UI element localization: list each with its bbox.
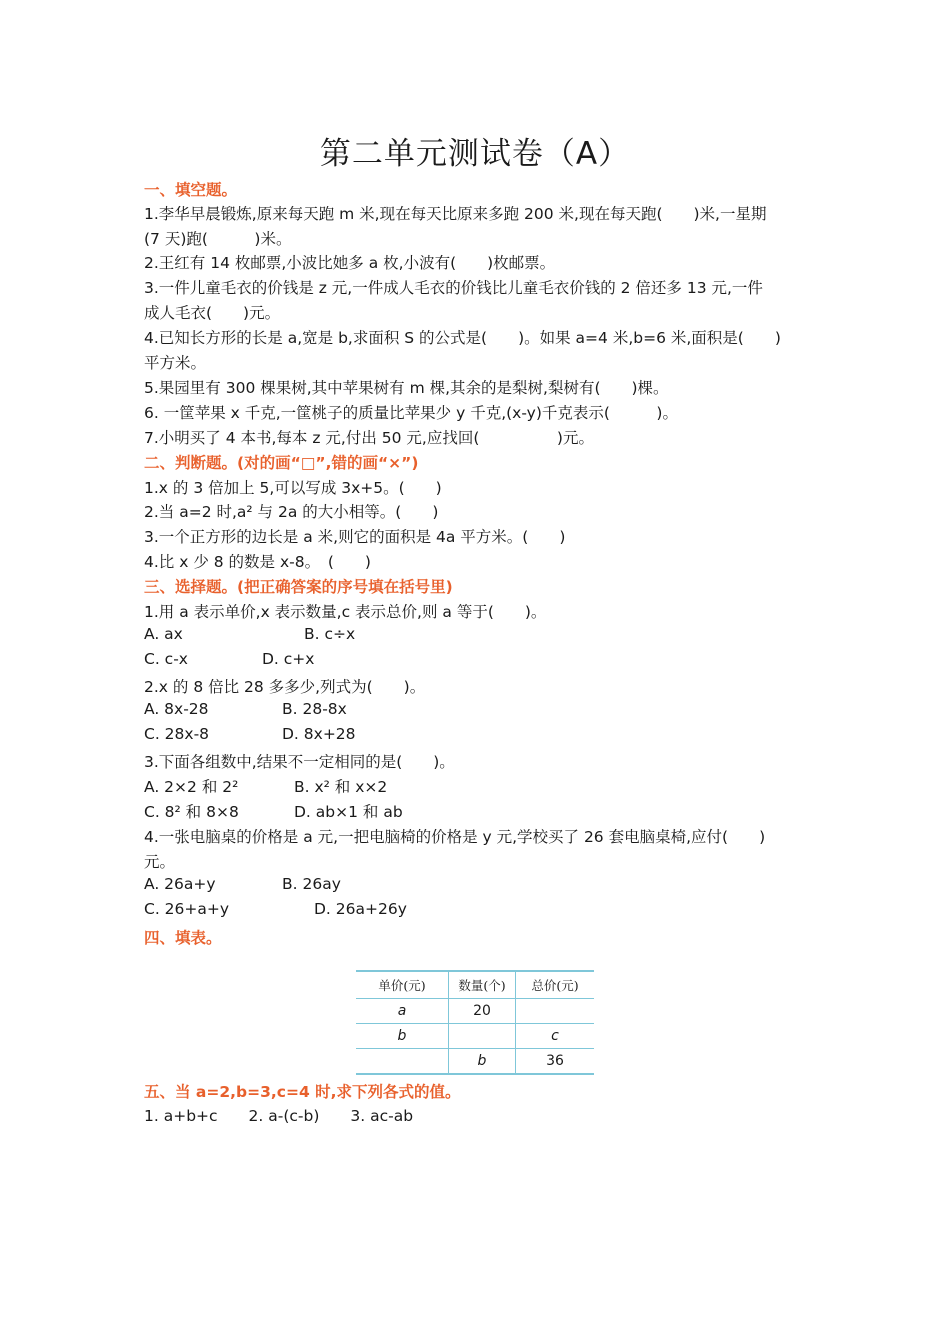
table-header-cell: 单价(元)	[356, 971, 449, 999]
page-title: 第二单元测试卷（A）	[319, 136, 631, 172]
table-header-cell: 总价(元)	[516, 971, 595, 999]
section-heading-fill-table: 四、填表。	[144, 929, 222, 947]
table-header-row	[356, 971, 594, 999]
option-3-1-b: B. c÷x	[304, 625, 356, 643]
option-3-2-b: B. 28-8x	[282, 700, 347, 718]
table-cell: c	[516, 1024, 595, 1049]
section-heading-choice: 三、选择题。(把正确答案的序号填在括号里)	[144, 578, 453, 596]
option-3-3-c: C. 8² 和 8×8	[144, 803, 239, 821]
option-3-2-a: A. 8x-28	[144, 700, 209, 718]
question-2-1: 1.x 的 3 倍加上 5,可以写成 3x+5。( )	[144, 479, 442, 497]
question-1-3-cont: 成人毛衣( )元。	[144, 304, 281, 322]
table-cell: b	[356, 1024, 449, 1049]
table-cell	[516, 999, 595, 1024]
option-3-1-a: A. ax	[144, 625, 183, 643]
option-3-4-b: B. 26ay	[282, 875, 341, 893]
question-1-1: 1.李华早晨锻炼,原来每天跑 m 米,现在每天比原来多跑 200 米,现在每天跑( )米,一星期	[144, 205, 767, 223]
table-row	[356, 1049, 594, 1075]
question-1-3: 3.一件儿童毛衣的价钱是 z 元,一件成人毛衣的价钱比儿童毛衣价钱的 2 倍还多 13 元,一件	[144, 279, 763, 297]
question-3-4: 4.一张电脑桌的价格是 a 元,一把电脑椅的价格是 y 元,学校买了 26 套电脑桌椅,应付( )	[144, 828, 766, 846]
option-3-3-d: D. ab×1 和 ab	[294, 803, 403, 821]
table-cell: 20	[449, 999, 516, 1024]
option-3-1-d: D. c+x	[262, 650, 315, 668]
option-3-2-c: C. 28x-8	[144, 725, 210, 743]
table-cell: 36	[516, 1049, 595, 1075]
option-3-1-c: C. c-x	[144, 650, 188, 668]
table-cell	[449, 1024, 516, 1049]
option-3-4-c: C. 26+a+y	[144, 900, 230, 918]
question-1-2: 2.王红有 14 枚邮票,小波比她多 a 枚,小波有( )枚邮票。	[144, 254, 556, 272]
question-2-4: 4.比 x 少 8 的数是 x-8。 ( )	[144, 553, 371, 571]
price-table	[356, 970, 594, 1075]
question-1-4-cont: 平方米。	[144, 354, 207, 372]
evaluate-items: 1. a+b+c 2. a-(c-b) 3. ac-ab	[144, 1107, 414, 1125]
question-3-2: 2.x 的 8 倍比 28 多多少,列式为( )。	[144, 678, 426, 696]
question-1-4: 4.已知长方形的长是 a,宽是 b,求面积 S 的公式是( )。如果 a=4 米,b=6 米,面积是( )	[144, 329, 781, 347]
section-heading-fill-blank: 一、填空题。	[144, 181, 238, 199]
option-3-3-a: A. 2×2 和 2²	[144, 778, 239, 796]
question-1-5: 5.果园里有 300 棵果树,其中苹果树有 m 棵,其余的是梨树,梨树有( )棵。	[144, 379, 669, 397]
option-3-4-d: D. 26a+26y	[314, 900, 407, 918]
table-cell: a	[356, 999, 449, 1024]
question-1-1-cont: (7 天)跑( )米。	[144, 230, 292, 248]
section-heading-evaluate: 五、当 a=2,b=3,c=4 时,求下列各式的值。	[144, 1083, 461, 1101]
question-2-2: 2.当 a=2 时,a² 与 2a 的大小相等。( )	[144, 503, 439, 521]
question-3-3: 3.下面各组数中,结果不一定相同的是( )。	[144, 753, 455, 771]
table-cell	[356, 1049, 449, 1075]
question-2-3: 3.一个正方形的边长是 a 米,则它的面积是 4a 平方米。( )	[144, 528, 566, 546]
question-3-4-cont: 元。	[144, 853, 176, 871]
question-1-6: 6. 一筐苹果 x 千克,一筐桃子的质量比苹果少 y 千克,(x-y)千克表示( )。	[144, 404, 678, 422]
table-row	[356, 999, 594, 1024]
option-3-4-a: A. 26a+y	[144, 875, 216, 893]
option-3-3-b: B. x² 和 x×2	[294, 778, 388, 796]
section-heading-true-false: 二、判断题。(对的画“□”,错的画“×”)	[144, 454, 419, 472]
table-cell: b	[449, 1049, 516, 1075]
table-header-cell: 数量(个)	[449, 971, 516, 999]
question-1-7: 7.小明买了 4 本书,每本 z 元,付出 50 元,应找回( )元。	[144, 429, 594, 447]
table-row	[356, 1024, 594, 1049]
option-3-2-d: D. 8x+28	[282, 725, 356, 743]
question-3-1: 1.用 a 表示单价,x 表示数量,c 表示总价,则 a 等于( )。	[144, 603, 547, 621]
